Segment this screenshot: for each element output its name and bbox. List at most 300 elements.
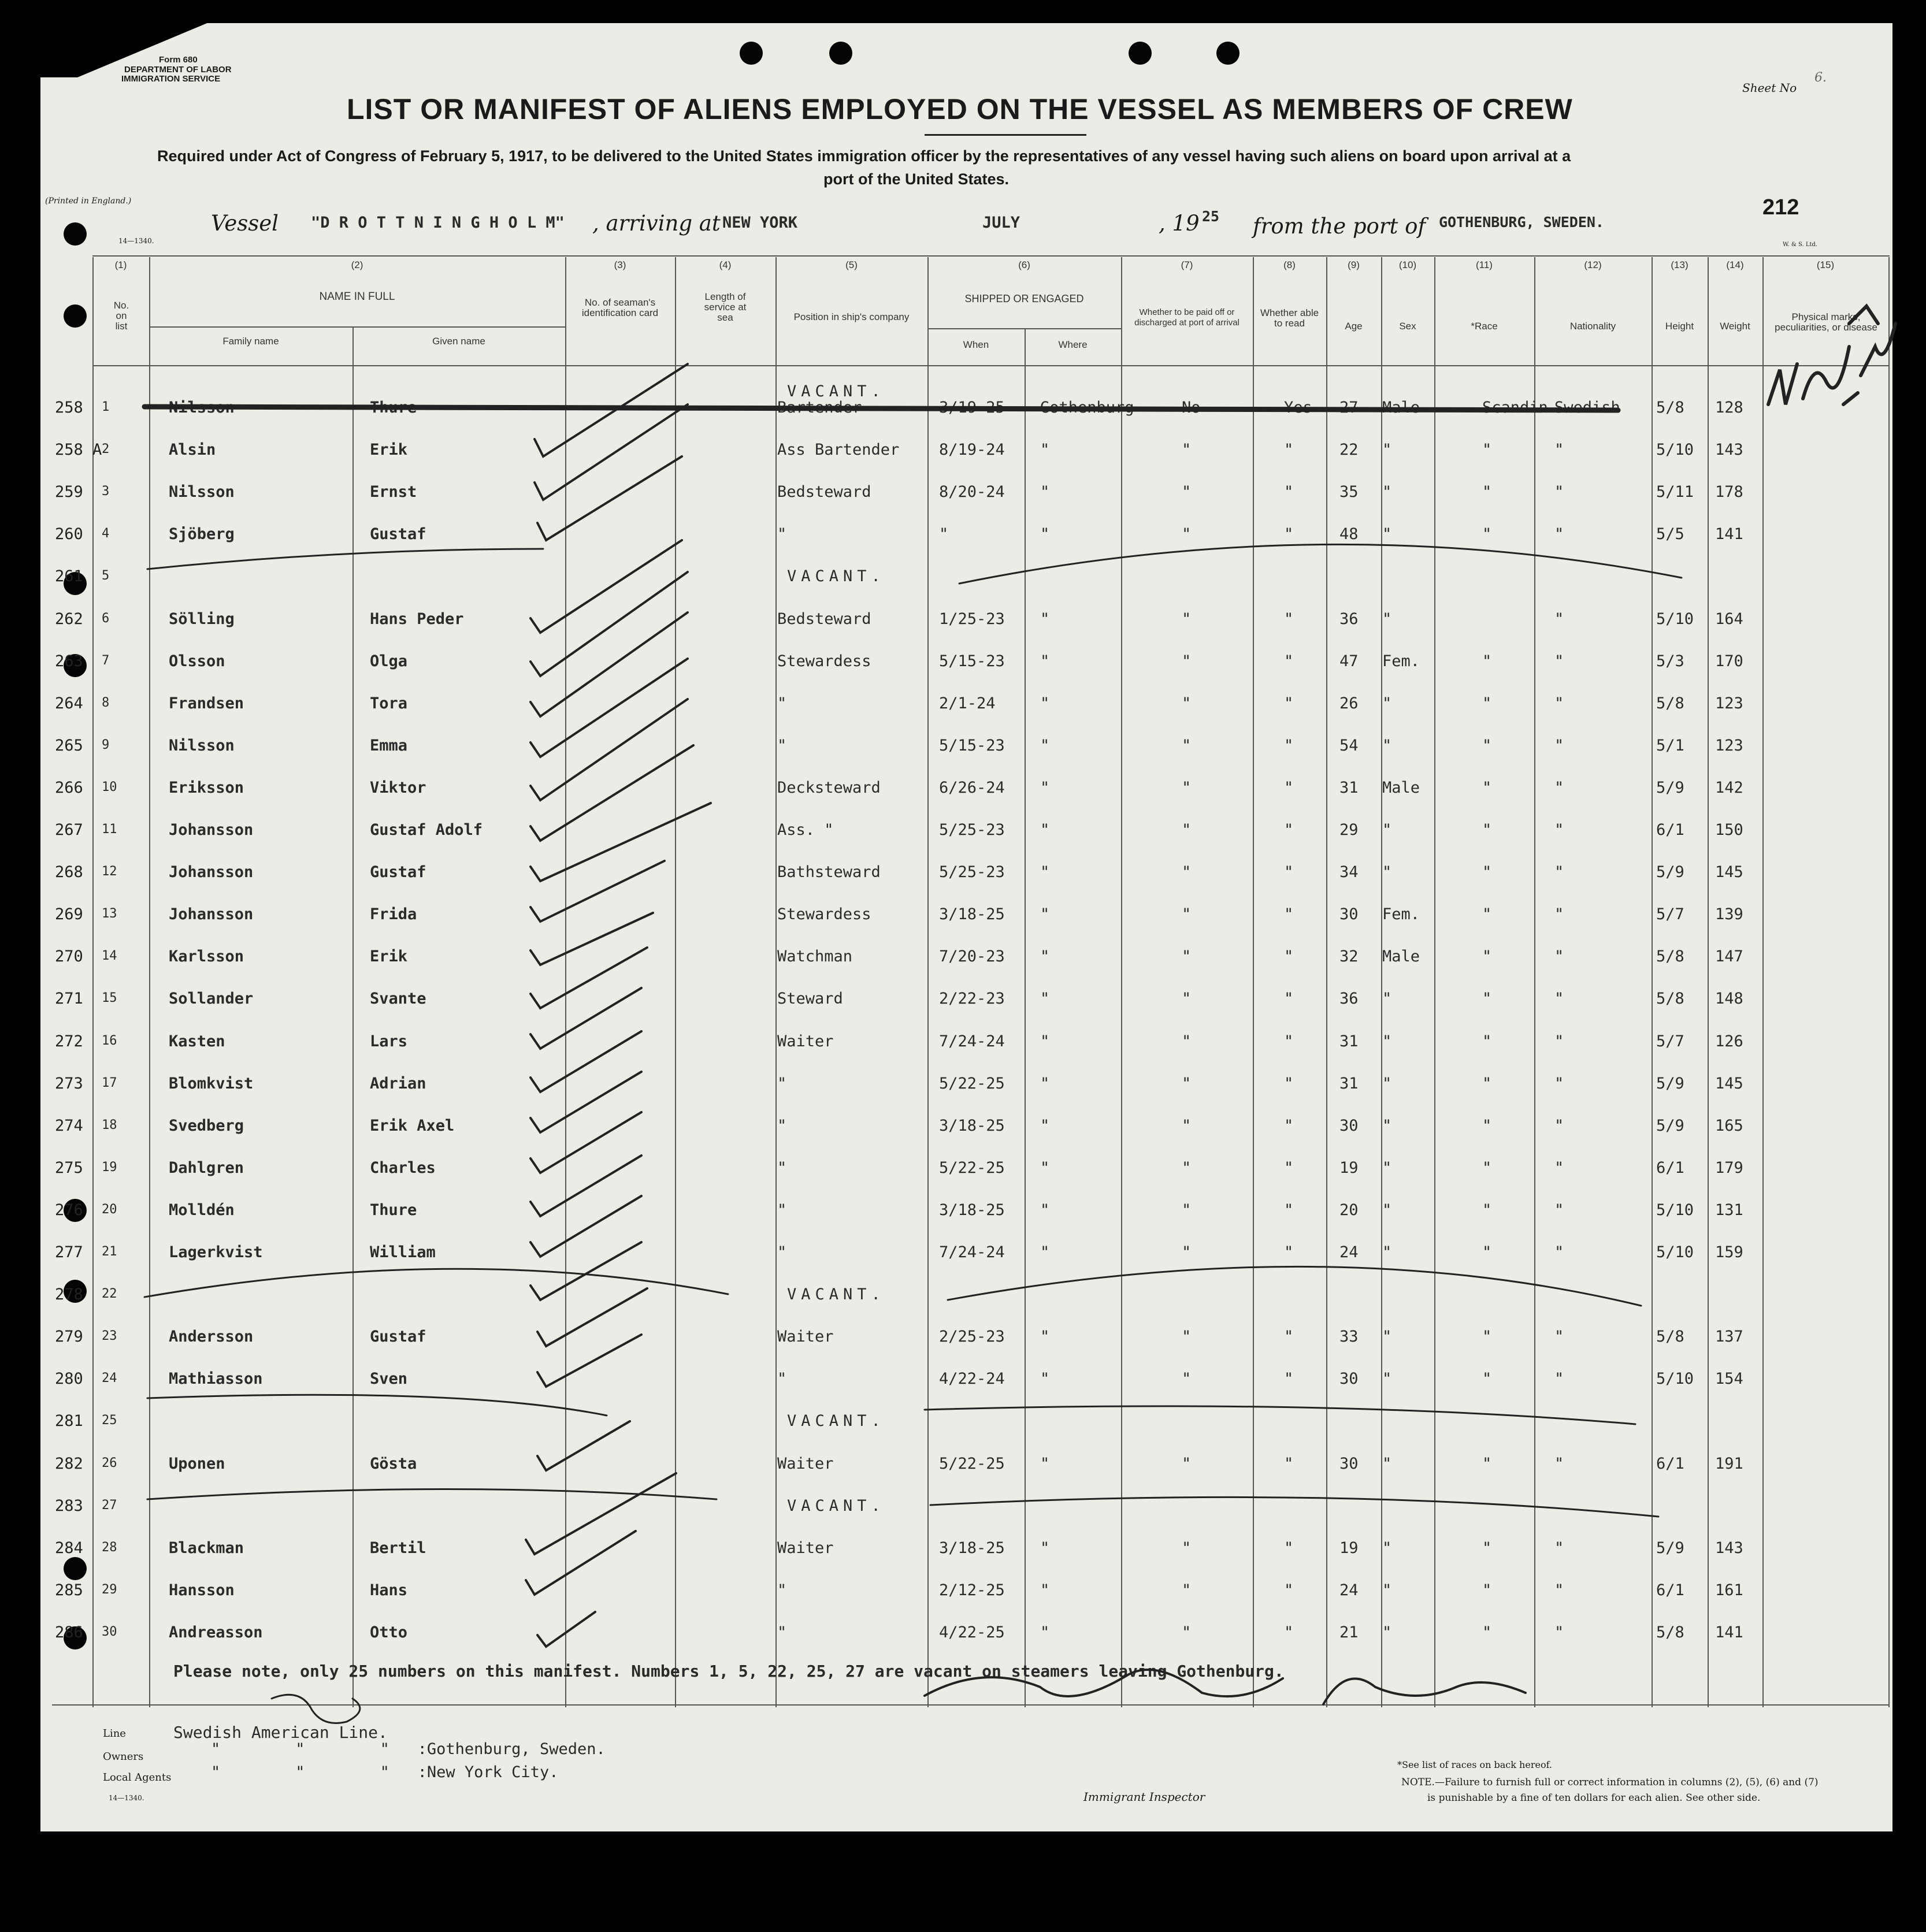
row-number: 8 [102,696,110,710]
sheet-line-number: 271 [55,990,83,1008]
position: Bartender [777,399,862,417]
row-number: 25 [102,1413,117,1428]
weight: 139 [1715,905,1743,923]
age: 31 [1339,1075,1359,1093]
shipped-when: 2/25-23 [939,1328,1005,1346]
shipped-when: 5/15-23 [939,652,1005,670]
arrival-port: NEW YORK [722,214,798,232]
nationality: " [1554,1075,1564,1093]
family-name: Nilsson [169,483,235,501]
sheet-line-number: 272 [55,1032,83,1050]
sheet-line-number: 284 [55,1539,83,1557]
shipped-when: 4/22-24 [939,1370,1005,1388]
family-name: Karlsson [169,948,244,965]
printed-label: (Printed in England.) [45,196,132,206]
weight: 141 [1715,1623,1743,1641]
sheet-number: 6. [1814,70,1827,85]
race: " [1482,1455,1492,1473]
given-name: Frida [370,905,417,923]
sheet-line-number: 276 [55,1201,83,1219]
vacant-curve [948,1266,1641,1306]
shipped-when: 3/18-25 [939,1117,1005,1135]
row-1-strikethrough [144,407,1618,410]
position: Waiter [777,1328,834,1346]
nationality: " [1554,737,1564,755]
able-to-read: " [1284,779,1294,797]
col11-header: *Race [1471,321,1498,332]
sex: " [1382,990,1392,1008]
race: " [1482,990,1492,1008]
shipped-where: " [1040,948,1050,965]
col6-number: (6) [1018,259,1030,270]
nationality: " [1554,990,1564,1008]
vessel-name: "D R O T T N I N G H O L M" [311,214,565,232]
shipped-where: " [1040,1370,1050,1388]
row-number: 30 [102,1625,117,1639]
check-mark [537,1288,647,1346]
sex: " [1382,1455,1392,1473]
family-name: Andreasson [169,1623,263,1641]
col2-number: (2) [351,259,363,270]
check-mark [537,1612,595,1647]
nationality: " [1554,610,1564,628]
col10-number: (10) [1398,259,1417,270]
shipped-when: " [939,525,949,543]
paid-off: " [1182,863,1192,881]
able-to-read: " [1284,652,1294,670]
able-to-read: " [1284,1243,1294,1261]
weight: 147 [1715,948,1743,965]
age: 22 [1339,441,1359,459]
row-number: 23 [102,1329,117,1343]
row-number: 28 [102,1540,117,1555]
family-name: Johansson [169,905,254,923]
sex: " [1382,1159,1392,1177]
height: 5/10 [1656,610,1694,628]
nationality: " [1554,441,1564,459]
nationality: " [1554,1243,1564,1261]
sheet-line-number: 266 [55,779,83,797]
nationality: " [1554,1159,1564,1177]
height: 5/9 [1656,1117,1684,1135]
shipped-where: " [1040,694,1050,712]
height: 5/7 [1656,905,1684,923]
line-value: Swedish American Line. [173,1723,388,1742]
height: 5/8 [1656,694,1684,712]
col5-number: (5) [845,259,858,270]
given-name: Thure [370,399,417,417]
position: Ass Bartender [777,441,900,459]
height: 5/8 [1656,399,1684,417]
row-number: 24 [102,1371,117,1385]
sheet-line-number: 259 [55,483,83,501]
col7-number: (7) [1181,259,1193,270]
position: Bedsteward [777,610,871,628]
shipped-when: 5/15-23 [939,737,1005,755]
family-name: Olsson [169,652,225,670]
given-name: Gustaf [370,1328,426,1346]
paid-off: " [1182,948,1192,965]
height: 5/9 [1656,863,1684,881]
form-code-2: W. & S. Ltd. [1783,242,1818,248]
race: " [1482,821,1492,839]
position: Steward [777,990,843,1008]
height: 5/8 [1656,1328,1684,1346]
shipped-where: " [1040,821,1050,839]
col6-where-header: Where [1058,339,1088,350]
shipped-where: " [1040,1159,1050,1177]
row-number: 18 [102,1118,117,1132]
sex: " [1382,1243,1392,1261]
family-name: Sjöberg [169,525,235,543]
col6-header: SHIPPED OR ENGAGED [964,293,1084,304]
position: " [777,1243,787,1261]
shipped-when: 1/25-23 [939,610,1005,628]
vacant-label: VACANT. [787,1285,885,1303]
race: " [1482,525,1492,543]
paid-off: " [1182,779,1192,797]
position: " [777,525,787,543]
able-to-read: " [1284,1455,1294,1473]
weight: 123 [1715,694,1743,712]
height: 6/1 [1656,821,1684,839]
height: 5/9 [1656,1539,1684,1557]
race: " [1482,1117,1492,1135]
weight: 145 [1715,1075,1743,1093]
sex: " [1382,525,1392,543]
family-name: Molldén [169,1201,235,1219]
nationality: " [1554,905,1564,923]
sex: " [1382,1581,1392,1599]
manifest-note: Please note, only 25 numbers on this manifest. Numbers 1, 5, 22, 25, 27 are vacant on steamers leaving Gothenburg. [173,1662,1284,1681]
age: 19 [1339,1539,1359,1557]
shipped-where: " [1040,1623,1050,1641]
check-mark [530,913,653,965]
sex: Male [1382,948,1420,965]
position: Watchman [777,948,853,965]
able-to-read: " [1284,821,1294,839]
able-to-read: " [1284,1581,1294,1599]
family-name: Blackman [169,1539,244,1557]
row-number: 13 [102,906,117,921]
sheet-line-number: 279 [55,1328,83,1346]
shipped-where: " [1040,737,1050,755]
shipped-where: " [1040,441,1050,459]
paid-off: No [1182,399,1201,417]
shipped-where: " [1040,525,1050,543]
race: " [1482,1370,1492,1388]
year-prefix: , 19 [1159,211,1200,236]
family-name: Svedberg [169,1117,244,1135]
sex: " [1382,1623,1392,1641]
shipped-when: 5/22-25 [939,1075,1005,1093]
family-name: Sölling [169,610,235,628]
given-name: Ernst [370,483,417,501]
race: " [1482,1159,1492,1177]
check-mark [530,861,665,922]
sheet-line-number: 282 [55,1455,83,1473]
sex: Fem. [1382,652,1420,670]
sheet-line-number: 280 [55,1370,83,1388]
nationality: " [1554,821,1564,839]
given-name: Erik Axel [370,1117,455,1135]
able-to-read: " [1284,441,1294,459]
position: Waiter [777,1455,834,1473]
col1-header: No. on list [113,300,129,332]
paid-off: " [1182,1117,1192,1135]
able-to-read: " [1284,948,1294,965]
shipped-when: 5/22-25 [939,1159,1005,1177]
subtitle-line-2: port of the United States. [823,170,1010,188]
col2-family-header: Family name [222,336,279,347]
shipped-when: 5/25-23 [939,863,1005,881]
age: 27 [1339,399,1359,417]
position: " [777,1201,787,1219]
able-to-read: " [1284,905,1294,923]
position: Bedsteward [777,483,871,501]
paid-off: " [1182,1243,1192,1261]
position: Bathsteward [777,863,881,881]
sheet-line-number: 260 [55,525,83,543]
vessel-label: Vessel [211,211,279,236]
age: 30 [1339,905,1359,923]
sheet-line-number: 269 [55,905,83,923]
sheet-line-number: 268 [55,863,83,881]
check-mark [535,404,688,500]
age: 21 [1339,1623,1359,1641]
weight: 179 [1715,1159,1743,1177]
races-note: *See list of races on back hereof. [1397,1759,1553,1770]
age: 24 [1339,1243,1359,1261]
shipped-when: 2/12-25 [939,1581,1005,1599]
given-name: Bertil [370,1539,426,1557]
from-port-label: from the port of [1253,214,1426,239]
family-name: Johansson [169,821,254,839]
weight: 123 [1715,737,1743,755]
line-scrawl [272,1695,360,1723]
age: 30 [1339,1370,1359,1388]
age: 47 [1339,652,1359,670]
sheet-line-number: 265 [55,737,83,755]
shipped-where: " [1040,1328,1050,1346]
vacant-curve [959,544,1682,584]
race: " [1482,1032,1492,1050]
vacant-label: VACANT. [787,1412,885,1430]
given-name: Lars [370,1032,408,1050]
sex: " [1382,1539,1392,1557]
col1-number: (1) [114,259,127,270]
sheet-line-number: 273 [55,1075,83,1093]
col6-when-header: When [963,339,989,350]
given-name: Charles [370,1159,436,1177]
able-to-read: " [1284,694,1294,712]
height: 6/1 [1656,1159,1684,1177]
paid-off: " [1182,610,1192,628]
paid-off: " [1182,1328,1192,1346]
weight: 165 [1715,1117,1743,1135]
weight: 137 [1715,1328,1743,1346]
shipped-where: " [1040,1075,1050,1093]
sex: " [1382,610,1392,628]
height: 6/1 [1656,1455,1684,1473]
height: 5/10 [1656,1243,1694,1261]
weight: 154 [1715,1370,1743,1388]
position: " [777,1623,787,1641]
race: " [1482,694,1492,712]
race: " [1482,863,1492,881]
family-name: Frandsen [169,694,244,712]
shipped-when: 2/1-24 [939,694,996,712]
row-number: 14 [102,949,117,963]
family-name: Uponen [169,1455,225,1473]
age: 29 [1339,821,1359,839]
page-title: LIST OR MANIFEST OF ALIENS EMPLOYED ON THE VESSEL AS MEMBERS OF CREW [347,93,1573,125]
given-name: Gustaf [370,525,426,543]
row-number: 29 [102,1582,117,1597]
vacant-label: VACANT. [787,567,885,585]
shipped-when: 3/18-25 [939,905,1005,923]
shipped-when: 4/22-25 [939,1623,1005,1641]
check-mark [530,699,688,800]
position: Waiter [777,1539,834,1557]
able-to-read: " [1284,1032,1294,1050]
shipped-where: " [1040,1201,1050,1219]
penalty-note-1: NOTE.—Failure to furnish full or correct information in columns (2), (5), (6) and (7) [1401,1777,1819,1788]
shipped-where: Gothenburg [1040,399,1134,417]
col15-header: Physical marks, peculiarities, or disease [1775,311,1877,333]
row-number: 21 [102,1244,117,1259]
family-name: Nilsson [169,399,235,417]
position: Decksteward [777,779,881,797]
position: " [777,1370,787,1388]
paid-off: " [1182,652,1192,670]
nationality: " [1554,1539,1564,1557]
given-name: Thure [370,1201,417,1219]
row-number: 16 [102,1034,117,1048]
shipped-when: 7/24-24 [939,1243,1005,1261]
shipped-when: 5/22-25 [939,1455,1005,1473]
weight: 142 [1715,779,1743,797]
shipped-where: " [1040,1581,1050,1599]
margin-scrawl [1768,306,1895,404]
position: " [777,1117,787,1135]
position: " [777,1581,787,1599]
shipped-when: 3/18-25 [939,1201,1005,1219]
col15-number: (15) [1816,259,1835,270]
sex: " [1382,1117,1392,1135]
shipped-when: 7/24-24 [939,1032,1005,1050]
shipped-when: 5/25-23 [939,821,1005,839]
col14-number: (14) [1726,259,1744,270]
row-number: 6 [102,611,110,626]
able-to-read: Yes [1284,399,1312,417]
sex: " [1382,1370,1392,1388]
family-name: Johansson [169,863,254,881]
nationality: " [1554,483,1564,501]
given-name: Otto [370,1623,408,1641]
family-name: Kasten [169,1032,225,1050]
paid-off: " [1182,1623,1192,1641]
family-name: Blomkvist [169,1075,254,1093]
given-name: Sven [370,1370,408,1388]
race: " [1482,779,1492,797]
sheet-line-number: 274 [55,1117,83,1135]
race: " [1482,1201,1492,1219]
nationality: " [1554,1623,1564,1641]
position: " [777,737,787,755]
arrival-month: JULY [982,214,1020,232]
race: Scandin. [1482,399,1558,417]
able-to-read: " [1284,990,1294,1008]
col13-header: Height [1665,321,1694,332]
shipped-where: " [1040,483,1050,501]
able-to-read: " [1284,1623,1294,1641]
nationality: " [1554,652,1564,670]
check-mark [530,745,693,841]
nationality: " [1554,694,1564,712]
paid-off: " [1182,737,1192,755]
able-to-read: " [1284,863,1294,881]
check-mark [537,1421,630,1470]
age: 30 [1339,1117,1359,1135]
row-number: 1 [102,400,110,414]
col12-header: Nationality [1569,321,1616,332]
manifest-number: 212 [1762,195,1799,220]
race: " [1482,1243,1492,1261]
col3-number: (3) [614,259,626,270]
vacant-curve [925,1406,1635,1424]
age: 24 [1339,1581,1359,1599]
weight: 143 [1715,441,1743,459]
row-number: 3 [102,484,110,499]
col9-number: (9) [1348,259,1360,270]
shipped-when: 7/20-23 [939,948,1005,965]
family-name: Mathiasson [169,1370,263,1388]
given-name: Gustaf Adolf [370,821,483,839]
col7-header: Whether to be paid off or discharged at port of arrival [1134,307,1240,328]
check-mark [530,988,641,1049]
shipped-when: 8/20-24 [939,483,1005,501]
given-name: Hans [370,1581,408,1599]
position: " [777,1159,787,1177]
sheet-line-number: 278 [55,1285,83,1303]
department-label: DEPARTMENT OF LABOR [124,65,232,75]
weight: 161 [1715,1581,1743,1599]
check-mark [530,540,682,633]
race: " [1482,1623,1492,1641]
position: Ass. " [777,821,834,839]
height: 5/8 [1656,990,1684,1008]
given-name: Adrian [370,1075,426,1093]
arriving-label: , arriving at [592,211,721,236]
given-name: Emma [370,737,408,755]
nationality: " [1554,1328,1564,1346]
shipped-where: " [1040,1117,1050,1135]
able-to-read: " [1284,1075,1294,1093]
sex: " [1382,821,1392,839]
family-name: Nilsson [169,737,235,755]
nationality: " [1554,1032,1564,1050]
family-name: Andersson [169,1328,254,1346]
family-name: Sollander [169,990,254,1008]
paid-off: " [1182,1201,1192,1219]
sex: " [1382,1032,1392,1050]
row-number: 19 [102,1160,117,1175]
able-to-read: " [1284,1159,1294,1177]
race: " [1482,1075,1492,1093]
nationality: " [1554,1201,1564,1219]
position: Waiter [777,1032,834,1050]
